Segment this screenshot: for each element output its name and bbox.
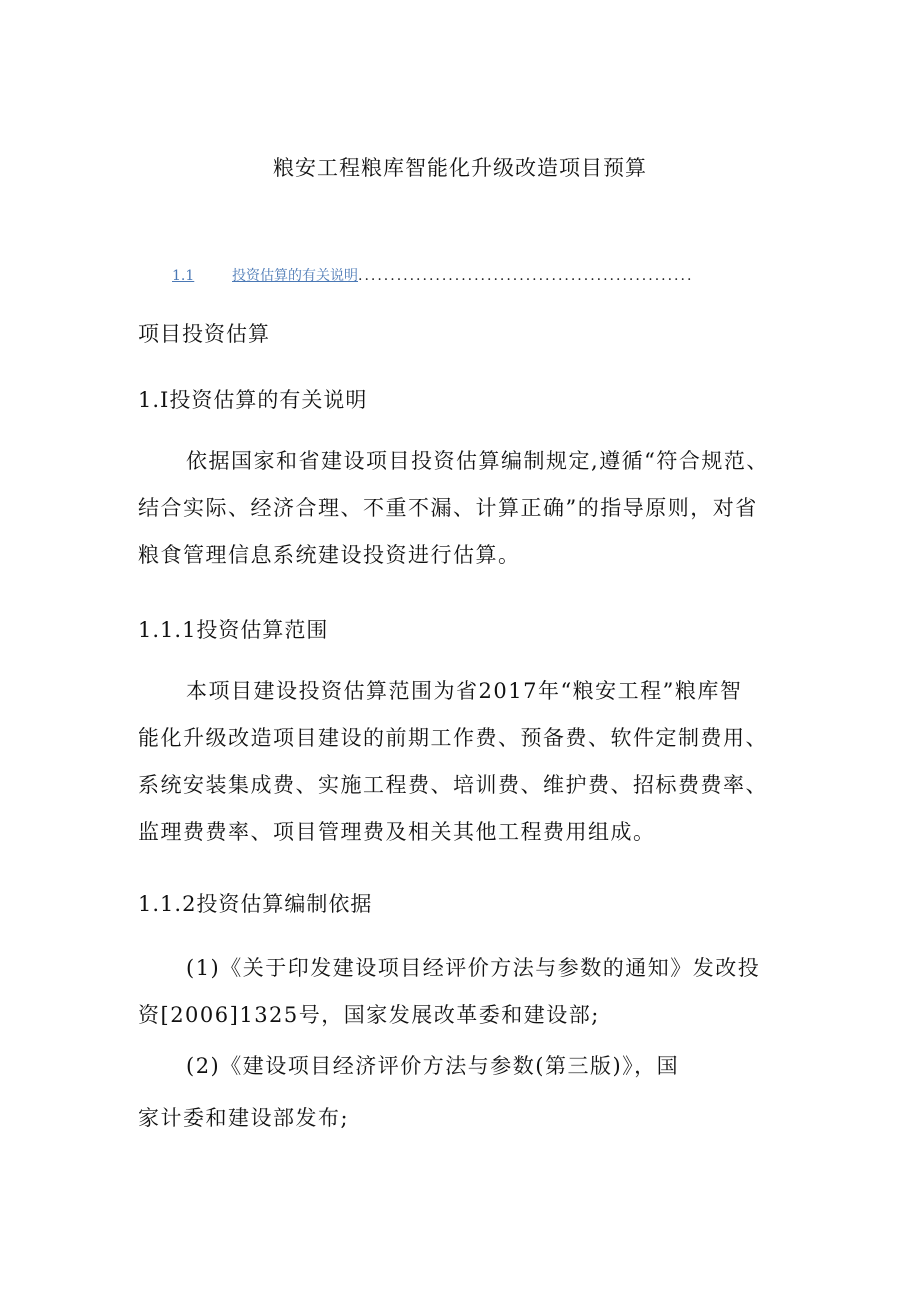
paragraph-line: (1)《关于印发建设项目经评价方法与参数的通知》发改投 — [186, 956, 761, 980]
paragraph-line: 结合实际、经济合理、不重不漏、计算正确”的指导原则，对省 — [138, 496, 758, 520]
paragraph-line: 本项目建设投资估算范围为省2017年“粮安工程”粮库智 — [186, 679, 743, 703]
paragraph-estimation-basis — [138, 438, 808, 579]
list-item-1 — [138, 945, 808, 1039]
paragraph-line: 家计委和建设部发布; — [138, 1106, 350, 1130]
toc-entry-number[interactable]: 1.1 — [172, 268, 195, 284]
paragraph-estimation-scope — [138, 668, 808, 856]
paragraph-line: 资[2006]1325号，国家发展改革委和建设部; — [138, 1003, 600, 1027]
list-item-2 — [138, 1040, 808, 1144]
heading-1-1-2: 1.1.2投资估算编制依据 — [138, 892, 373, 916]
toc-entry[interactable] — [172, 265, 792, 285]
paragraph-line: 监理费费率、项目管理费及相关其他工程费用组成。 — [138, 820, 656, 844]
heading-1-1-1: 1.1.1投资估算范围 — [138, 618, 329, 642]
toc-leader-dots: .................................................... — [358, 268, 694, 284]
paragraph-line: 能化升级改造项目建设的前期工作费、预备费、软件定制费用、 — [138, 726, 768, 750]
paragraph-line: (2)《建设项目经济评价方法与参数(第三版)》，国 — [186, 1054, 680, 1078]
paragraph-line: 粮食管理信息系统建设投资进行估算。 — [138, 543, 521, 567]
heading-1-1: 1.I投资估算的有关说明 — [138, 388, 368, 412]
document-title: 粮安工程粮库智能化升级改造项目预算 — [273, 156, 647, 180]
toc-entry-label[interactable]: 投资估算的有关说明 — [232, 268, 358, 284]
paragraph-line: 系统安装集成费、实施工程费、培训费、维护费、招标费费率、 — [138, 773, 768, 797]
paragraph-line: 依据国家和省建设项目投资估算编制规定,遵循“符合规范、 — [186, 449, 769, 473]
heading-project-investment: 项目投资估算 — [138, 322, 270, 346]
